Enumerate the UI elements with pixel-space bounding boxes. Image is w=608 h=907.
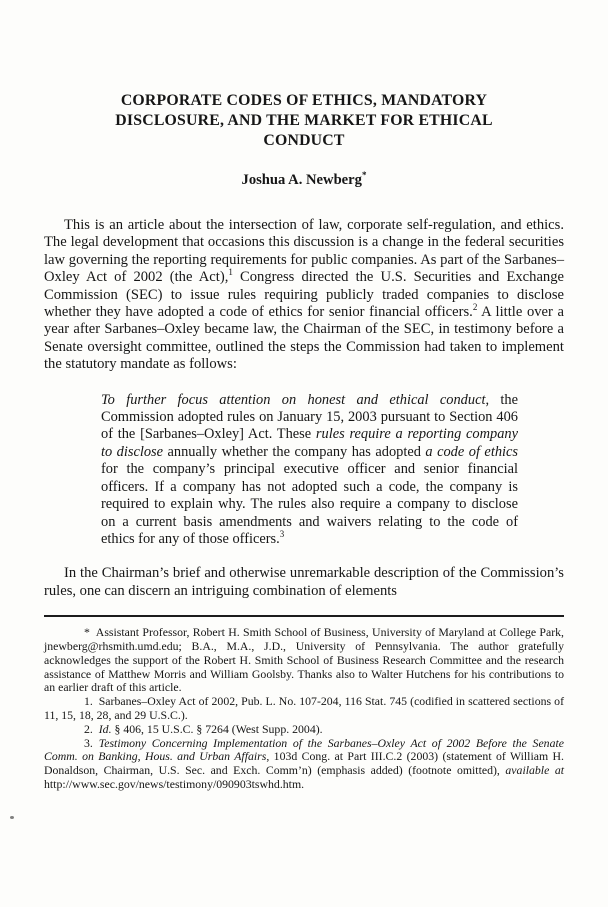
footnote-2: 2. Id. § 406, 15 U.S.C. § 7264 (West Supp. 2004).	[84, 721, 323, 736]
paragraph-intro: This is an article about the intersection of law, corporate self-regulation, and ethics. The legal development that occasions this discussion is a change in the federal securities law governing the reporting requirements for public companies. As part of the Sarbanes–Oxley Act of 2002 (the Act),$^1$ Congress directed the U.S. Securities and Exchange Commission (SEC) to issue rules requiring publicly traded companies to disclose whether they have adopted a code of ethics for senior financial officers.$^2$ A little over a year after Sarbanes–Oxley became law, the Chairman of the SEC, in testimony before a Senate oversight committee, outlined the steps the Commission had taken to implement the statutory mandate as follows:	[44, 217, 564, 373]
article-header	[0, 91, 608, 189]
paragraph-closing: In the Chairman’s brief and otherwise unremarkable description of the Commission’s rules, one can discern an intriguing combination of elements	[44, 565, 564, 599]
footnote-3: 3. Testimony Concerning Implementation of the Sarbanes–Oxley Act of 2002 Before the Senate Comm. on Banking, Hous. and Urban Affairs, 103d Cong. at Part III.C.2 (2003) (statement of William H. Donaldson, Chairman, U.S. Sec. and Exch. Comm’n) (emphasis added) (footnote omitted), available at http://www.sec.gov/news/testimony/090903tswhd.htm.	[44, 735, 565, 791]
block-quote: To further focus attention on honest and ethical conduct, the Commission adopted rules on January 15, 2003 pursuant to Section 406 of the [Sarbanes–Oxley] Act. These rules require a reporting company to disclose annually whether the company has adopted a code of ethics for the company’s principal executive officer and senior financial officers. If a company has not adopted such a code, the company is required to explain why. The rules also require a company to disclose on a current basis amendments and waivers relating to the code of ethics for any of those officers.$^3$	[101, 391, 518, 547]
footnote-star: * Assistant Professor, Robert H. Smith School of Business, University of Maryland at College Park, jnewberg@rhsmith.umd.edu; B.A., M.A., J.D., University of Pennsylvania. The author gratefully acknowledges the support of the Robert H. Smith School of Business Research Committee and the research assistance of Matthew Morris and William Goolsby. Thanks also to Walter Hutchens for his contributions to an earlier draft of this article.	[44, 625, 564, 695]
footnote-1: 1. Sarbanes–Oxley Act of 2002, Pub. L. No. 107-204, 116 Stat. 745 (codified in scattered sections of 11, 15, 18, 28, and 29 U.S.C.).	[44, 694, 564, 722]
footnote-separator	[44, 615, 564, 617]
author-byline: Joshua A. Newberg*	[241, 170, 367, 188]
scan-speck	[10, 816, 14, 819]
footnotes-section	[44, 615, 564, 792]
article-body	[44, 217, 564, 600]
article-title: CORPORATE CODES OF ETHICS, MANDATORY DISCLOSURE, AND THE MARKET FOR ETHICAL CONDUCT	[115, 92, 493, 149]
